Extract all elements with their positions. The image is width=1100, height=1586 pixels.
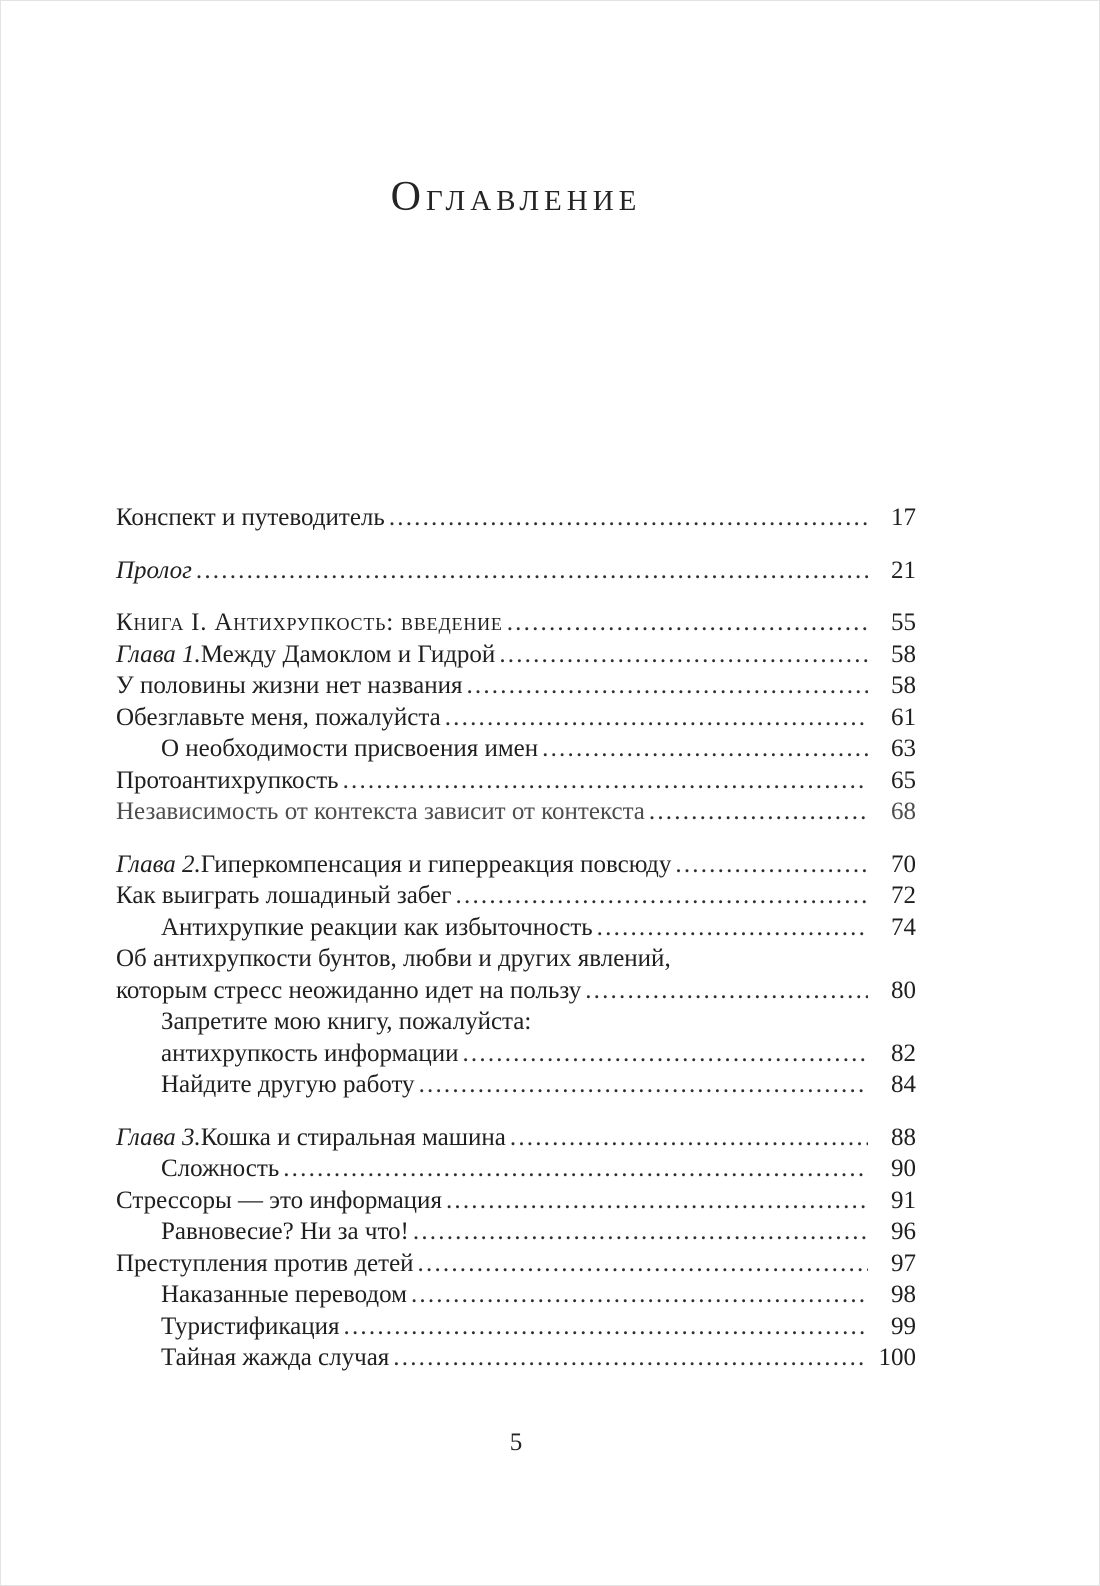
entry-title: Об антихрупкости бунтов, любви и других явлений, [116,945,671,972]
entry-page-number: 96 [891,1218,916,1245]
entry-leader-dots [413,1216,868,1248]
entry-title: антихрупкость информации [161,1039,459,1067]
entry-leader-dots [675,849,868,881]
toc-entry [116,849,916,881]
entry-title: Обезглавьте меня, пожалуйста [116,703,441,731]
toc-entry [116,639,916,671]
entry-page-number: 91 [891,1186,916,1214]
entry-page-number: 74 [891,913,916,941]
entry-leader-dots [419,1069,868,1101]
entry-title: У половины жизни нет названия [116,672,463,699]
entry-title: Между Дамоклом и Гидрой [200,640,496,668]
toc-entry [116,1006,916,1038]
page-number-footer: 5 [509,1429,523,1456]
toc-entry [116,1069,916,1101]
entry-page-number: 63 [891,735,916,762]
toc-entry [116,1122,916,1154]
entry-page-number: 100 [878,1344,916,1371]
entry-title: Кошка и стиральная машина [200,1123,506,1151]
entry-title: Стрессоры — это информация [116,1186,442,1214]
entry-title: Независимость от контекста зависит от контекста [116,798,645,825]
entry-title: Найдите другую работу [161,1071,415,1098]
entry-leader-dots [393,1342,868,1374]
entry-page-number: 98 [891,1281,916,1308]
entry-title: Книга I. Антихрупкость: введение [116,609,503,636]
entry-leader-dots [196,555,868,587]
toc-entry [116,670,916,702]
toc-entry [116,880,916,912]
entry-leader-dots [462,1038,868,1070]
entry-title: О необходимости присвоения имен [161,735,539,762]
entry-leader-dots [411,1279,868,1311]
entry-leader-dots [418,1248,868,1280]
entry-title: Как выиграть лошадиный забег [116,882,452,909]
toc-list [116,502,916,1374]
entry-chapter-prefix: Глава 1. [116,640,201,668]
entry-page-number: 70 [891,850,916,878]
entry-page-number: 97 [891,1249,916,1277]
toc-entry [116,502,916,534]
entry-title: Антихрупкие реакции как избыточность [161,913,593,941]
toc-entry [116,702,916,734]
toc-title: Оглавление [390,174,642,220]
entry-title: Тайная жажда случая [161,1344,390,1371]
entry-leader-dots [585,975,868,1007]
toc-entry [116,943,916,975]
entry-page-number: 68 [891,798,916,825]
entry-leader-dots [344,1311,868,1343]
entry-chapter-prefix: Глава 3. [116,1123,201,1151]
entry-page-number: 58 [891,672,916,699]
toc-entry [116,975,916,1007]
toc-entry [116,607,916,639]
entry-leader-dots [283,1153,868,1185]
entry-title: Туристификация [161,1312,340,1340]
entry-title: Протоантихрупкость [116,766,339,794]
entry-page-number: 82 [891,1039,916,1067]
toc-entry [116,1311,916,1343]
entry-page-number: 72 [891,882,916,909]
entry-title: Сложность [161,1155,280,1182]
toc-entry [116,912,916,944]
entry-page-number: 80 [891,976,916,1004]
toc-entry [116,1279,916,1311]
entry-chapter-prefix: Глава 2. [116,850,201,878]
entry-page-number: 99 [891,1312,916,1340]
entry-page-number: 61 [891,703,916,731]
entry-leader-dots [542,733,868,765]
entry-leader-dots [446,1185,868,1217]
entry-page-number: 84 [891,1071,916,1098]
toc-entry [116,555,916,587]
entry-title: Наказанные переводом [161,1281,407,1308]
entry-title: которым стресс неожиданно идет на пользу [116,976,582,1004]
entry-leader-dots [597,912,868,944]
entry-page-number: 55 [891,609,916,636]
toc-entry [116,796,916,828]
entry-title: Равновесие? Ни за что! [161,1218,409,1245]
toc-entry [116,1038,916,1070]
toc-entry [116,1248,916,1280]
entry-page-number: 88 [891,1123,916,1151]
entry-page-number: 17 [891,504,916,531]
entry-leader-dots [389,502,868,534]
toc-entry [116,1153,916,1185]
entry-page-number: 65 [891,766,916,794]
entry-leader-dots [456,880,868,912]
entry-leader-dots [499,639,868,671]
entry-title: Запретите мою книгу, пожалуйста: [161,1008,532,1035]
entry-title: Пролог [116,556,192,584]
entry-page-number: 90 [891,1155,916,1182]
entry-leader-dots [649,796,868,828]
entry-leader-dots [343,765,868,797]
toc-entry [116,1342,916,1374]
toc-entry [116,1216,916,1248]
entry-title: Конспект и путеводитель [116,504,385,531]
toc-entry [116,1185,916,1217]
toc-entry [116,765,916,797]
entry-leader-dots [466,670,868,702]
entry-leader-dots [445,702,868,734]
entry-leader-dots [507,607,868,639]
entry-page-number: 58 [891,640,916,668]
entry-leader-dots [510,1122,868,1154]
entry-page-number: 21 [891,556,916,584]
entry-title: Преступления против детей [116,1249,414,1277]
entry-title: Гиперкомпенсация и гиперреакция повсюду [200,850,672,878]
toc-entry [116,733,916,765]
